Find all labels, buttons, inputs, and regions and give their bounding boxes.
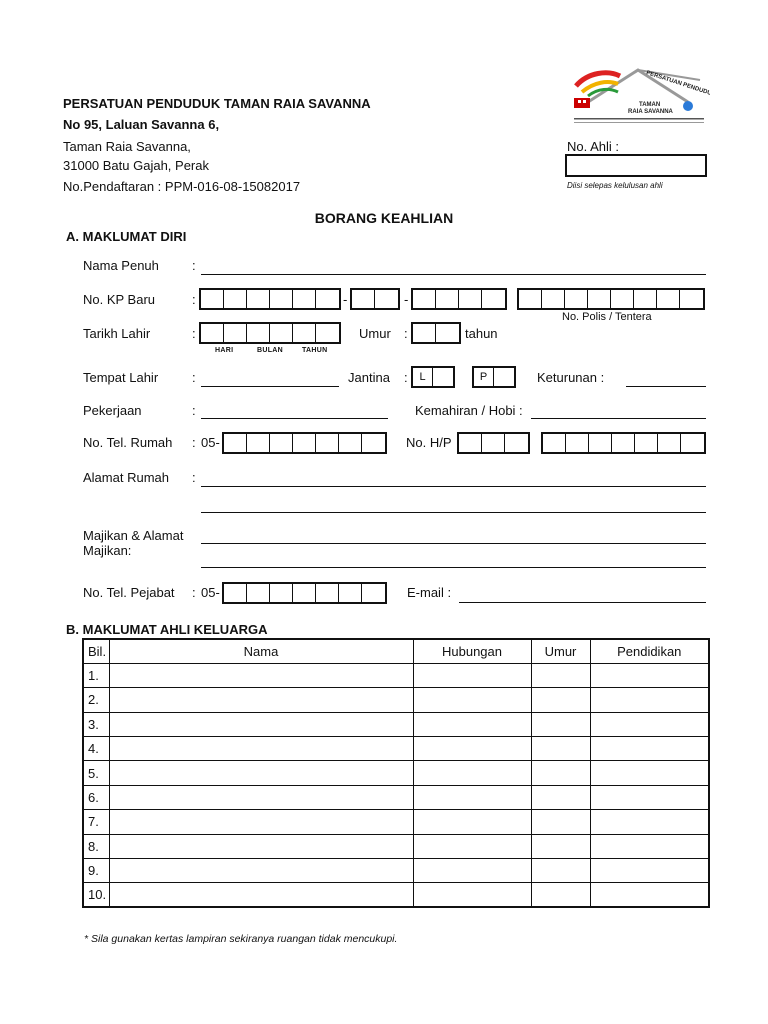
colon: : (192, 292, 196, 307)
row-number: 4. (83, 737, 109, 761)
tarikh-lahir-label: Tarikh Lahir (83, 326, 151, 341)
kp-part-2-boxes[interactable] (350, 288, 400, 310)
hubungan-cell[interactable] (413, 663, 531, 687)
registration-number: No.Pendaftaran : PPM-016-08-15082017 (63, 179, 301, 194)
umur-cell[interactable] (531, 761, 590, 785)
jantina-p-label: P (474, 368, 494, 386)
umur-cell[interactable] (531, 810, 590, 834)
family-table (82, 638, 710, 908)
hubungan-cell[interactable] (413, 859, 531, 883)
pendidikan-cell[interactable] (590, 883, 709, 907)
majikan-label-1: Majikan & Alamat (83, 528, 184, 543)
row-number: 8. (83, 834, 109, 858)
nama-cell[interactable] (109, 883, 413, 907)
majikan-label-2: Majikan: (83, 543, 132, 558)
no-kp-label: No. KP Baru (83, 292, 156, 307)
colon: : (192, 403, 196, 418)
pendidikan-cell[interactable] (590, 663, 709, 687)
nama-cell[interactable] (109, 688, 413, 712)
colon: : (192, 470, 196, 485)
kemahiran-field[interactable] (531, 418, 706, 419)
address-line-1: No 95, Laluan Savanna 6, (63, 117, 220, 132)
hubungan-cell[interactable] (413, 688, 531, 712)
col-pendidikan: Pendidikan (590, 639, 709, 663)
org-name: PERSATUAN PENDUDUK TAMAN RAIA SAVANNA (63, 96, 371, 111)
pendidikan-cell[interactable] (590, 761, 709, 785)
nama-cell[interactable] (109, 761, 413, 785)
member-no-note: Diisi selepas kelulusan ahli (567, 181, 663, 190)
hubungan-cell[interactable] (413, 737, 531, 761)
umur-label: Umur (359, 326, 391, 341)
umur-cell[interactable] (531, 883, 590, 907)
colon: : (192, 370, 196, 385)
form-title: BORANG KEAHLIAN (314, 210, 454, 226)
nama-penuh-label: Nama Penuh (83, 258, 159, 273)
umur-cell[interactable] (531, 663, 590, 687)
umur-cell[interactable] (531, 712, 590, 736)
umur-cell[interactable] (531, 785, 590, 809)
member-no-label: No. Ahli : (567, 139, 620, 154)
row-number: 10. (83, 883, 109, 907)
jantina-p-option[interactable] (472, 366, 516, 388)
row-number: 5. (83, 761, 109, 785)
row-number: 3. (83, 712, 109, 736)
nama-cell[interactable] (109, 663, 413, 687)
umur-cell[interactable] (531, 737, 590, 761)
umur-cell[interactable] (531, 834, 590, 858)
tempat-lahir-field[interactable] (201, 386, 339, 387)
bulan-label: BULAN (257, 347, 283, 354)
hp-prefix-boxes[interactable] (457, 432, 530, 454)
table-row (83, 761, 709, 785)
row-number: 2. (83, 688, 109, 712)
address-line-2: Taman Raia Savanna, (63, 139, 191, 154)
no-hp-label: No. H/P (406, 435, 452, 450)
alamat-rumah-field-2[interactable] (201, 512, 706, 513)
table-header-row (83, 639, 709, 663)
pendidikan-cell[interactable] (590, 712, 709, 736)
colon: : (192, 435, 196, 450)
dash: - (404, 292, 409, 307)
umur-cell[interactable] (531, 688, 590, 712)
colon: : (404, 370, 408, 385)
polis-tentera-label: No. Polis / Tentera (562, 311, 652, 323)
pendidikan-cell[interactable] (590, 859, 709, 883)
hubungan-cell[interactable] (413, 810, 531, 834)
tarikh-lahir-boxes[interactable] (199, 322, 341, 344)
hubungan-cell[interactable] (413, 883, 531, 907)
jantina-l-label: L (413, 368, 433, 386)
colon: : (404, 326, 408, 341)
row-number: 9. (83, 859, 109, 883)
hubungan-cell[interactable] (413, 834, 531, 858)
logo-text-persatuan: PERSATUAN PENDUDUK (645, 70, 710, 99)
table-row (83, 810, 709, 834)
table-row (83, 688, 709, 712)
tel-rumah-boxes[interactable] (222, 432, 387, 454)
pekerjaan-label: Pekerjaan (83, 403, 142, 418)
pendidikan-cell[interactable] (590, 688, 709, 712)
nama-cell[interactable] (109, 810, 413, 834)
section-a-heading: A. MAKLUMAT DIRI (66, 229, 187, 244)
hari-label: HARI (215, 347, 234, 354)
kp-part-1-boxes[interactable] (199, 288, 341, 310)
umur-boxes[interactable] (411, 322, 461, 344)
nama-cell[interactable] (109, 737, 413, 761)
col-umur: Umur (531, 639, 590, 663)
table-row (83, 737, 709, 761)
pekerjaan-field[interactable] (201, 418, 388, 419)
nama-cell[interactable] (109, 859, 413, 883)
logo-text-raia: RAIA SAVANNA (628, 109, 673, 115)
majikan-field-2[interactable] (201, 567, 706, 568)
tel-rumah-label: No. Tel. Rumah (83, 435, 173, 450)
nama-penuh-field[interactable] (201, 274, 706, 275)
tahun-label: tahun (465, 326, 498, 341)
hubungan-cell[interactable] (413, 785, 531, 809)
row-number: 6. (83, 785, 109, 809)
address-line-3: 31000 Batu Gajah, Perak (63, 158, 209, 173)
pendidikan-cell[interactable] (590, 810, 709, 834)
pendidikan-cell[interactable] (590, 785, 709, 809)
colon: : (192, 585, 196, 600)
member-no-box[interactable] (565, 154, 707, 177)
table-row (83, 859, 709, 883)
col-hubungan: Hubungan (413, 639, 531, 663)
email-field[interactable] (459, 602, 706, 603)
pendidikan-cell[interactable] (590, 737, 709, 761)
nama-cell[interactable] (109, 785, 413, 809)
tempat-lahir-label: Tempat Lahir (83, 370, 159, 385)
organization-logo (568, 62, 710, 128)
row-number: 1. (83, 663, 109, 687)
hp-number-boxes[interactable] (541, 432, 706, 454)
tel-pejabat-prefix: 05- (201, 585, 220, 600)
polis-tentera-boxes[interactable] (517, 288, 705, 310)
section-b-heading: B. MAKLUMAT AHLI KELUARGA (66, 622, 268, 637)
jantina-label: Jantina (348, 370, 390, 385)
majikan-field-1[interactable] (201, 543, 706, 544)
table-row (83, 663, 709, 687)
keturunan-field[interactable] (626, 386, 706, 387)
umur-cell[interactable] (531, 859, 590, 883)
colon: : (192, 326, 196, 341)
tel-pejabat-boxes[interactable] (222, 582, 387, 604)
dash: - (343, 292, 348, 307)
kp-part-3-boxes[interactable] (411, 288, 507, 310)
keturunan-label: Keturunan : (537, 370, 605, 385)
alamat-rumah-field-1[interactable] (201, 486, 706, 487)
tel-pejabat-label: No. Tel. Pejabat (83, 585, 175, 600)
hubungan-cell[interactable] (413, 712, 531, 736)
jantina-l-option[interactable] (411, 366, 455, 388)
hubungan-cell[interactable] (413, 761, 531, 785)
tel-rumah-prefix: 05- (201, 435, 220, 450)
table-row (83, 883, 709, 907)
row-number: 7. (83, 810, 109, 834)
kemahiran-label: Kemahiran / Hobi : (415, 403, 523, 418)
email-label: E-mail : (407, 585, 452, 600)
footnote: * Sila gunakan kertas lampiran sekiranya ruangan tidak mencukupi. (84, 933, 398, 945)
pendidikan-cell[interactable] (590, 834, 709, 858)
logo-text-taman: TAMAN (639, 102, 661, 108)
tahun-small-label: TAHUN (302, 347, 328, 354)
nama-cell[interactable] (109, 834, 413, 858)
alamat-rumah-label: Alamat Rumah (83, 470, 169, 485)
col-bil: Bil. (83, 639, 109, 663)
table-row (83, 712, 709, 736)
col-nama: Nama (109, 639, 413, 663)
table-row (83, 834, 709, 858)
table-row (83, 785, 709, 809)
nama-cell[interactable] (109, 712, 413, 736)
colon: : (192, 258, 196, 273)
